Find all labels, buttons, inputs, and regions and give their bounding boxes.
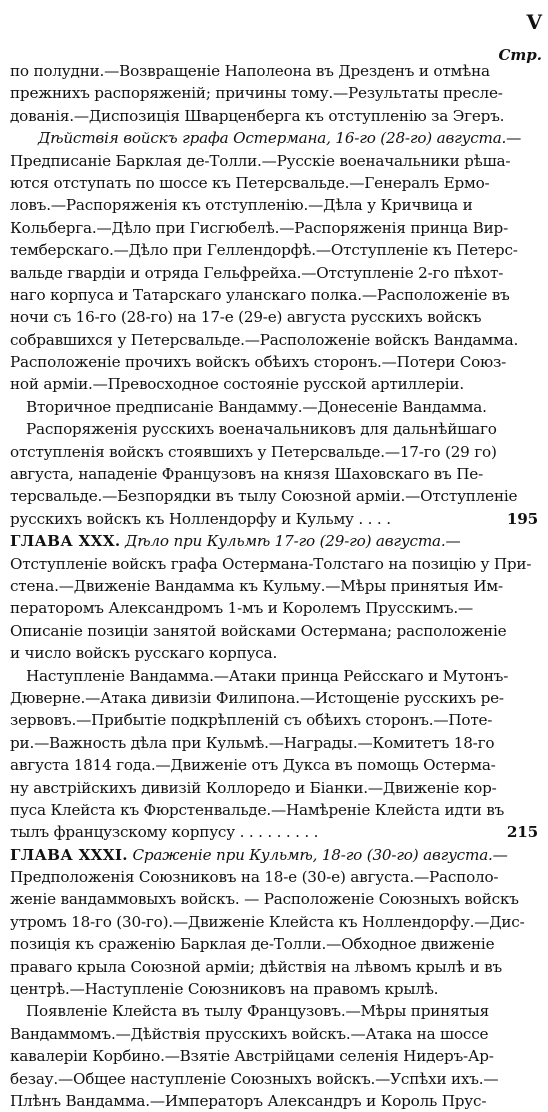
line-text: Расположеніе прочихъ войскъ обѣихъ сторонъ.—Потери Союз-: [10, 353, 507, 372]
page-number: V: [526, 10, 542, 34]
line-text: августа 1814 года.—Движеніе отъ Дукса въ помощь Остерма-: [10, 756, 496, 775]
text-line: [10, 172, 530, 194]
text-line: [10, 620, 530, 642]
line-text: Дюверне.—Атака дивизіи Филипона.—Истощеніе русскихъ ре-: [10, 688, 504, 707]
line-text: по полудни.—Возвращеніе Наполеона въ Дрезденъ и отмѣна: [10, 62, 490, 80]
text-line: [10, 687, 530, 709]
line-text: ператоромъ Александромъ 1-мъ и Королемъ Прусскимъ.—: [10, 599, 474, 618]
line-text: ри.—Важность дѣла при Кульмѣ.—Награды.—Комитетъ 18-го: [10, 733, 495, 752]
line-text: ются отступать по шоссе къ Петерсвальде.—Генералъ Ермо-: [10, 173, 490, 192]
line-text: зервовъ.—Прибытіе подкрѣпленій съ обѣихъ сторонъ.—Поте-: [10, 711, 493, 730]
text-line: [10, 933, 530, 955]
text-line: [10, 821, 538, 843]
line-text: темберскаго.—Дѣло при Геллендорфѣ.—Отступленіе къ Петерс-: [10, 241, 518, 260]
text-line: [10, 709, 530, 731]
line-text: Появленіе Клейста въ тылу Французовъ.—Мѣры принятыя: [26, 1002, 489, 1021]
line-text: стена.—Движеніе Вандамма къ Кульму.—Мѣры принятыя Им-: [10, 576, 503, 595]
line-text: Вторичное предписаніе Вандамму.—Донесеніе Вандамма.: [26, 397, 487, 416]
line-text: тылъ французскому корпусу . . . . . . . . .: [10, 823, 319, 842]
line-text: пуса Клейста къ Фюрстенвальде.—Намѣреніе Клейста идти въ: [10, 800, 505, 819]
text-line: [10, 956, 530, 978]
column-header: Стр.: [498, 46, 542, 64]
text-line: [10, 194, 530, 216]
text-line: [10, 60, 530, 82]
text-line: [10, 754, 530, 776]
line-text: Распоряженія русскихъ военачальниковъ для дальнѣйшаго: [26, 420, 497, 439]
text-line: [10, 978, 530, 1000]
text-line: [10, 82, 530, 104]
line-text: дованія.—Диспозиція Шварценберга къ отступленію за Эгеръ.: [10, 106, 505, 125]
line-text: ловъ.—Распоряженія къ отступленію.—Дѣла у Кричвица и: [10, 196, 473, 215]
chapter-label: ГЛАВА XXXI.: [10, 845, 128, 864]
text-line: [10, 127, 530, 149]
text-line: [10, 597, 530, 619]
page-reference: 215: [506, 823, 538, 842]
line-text: центрѣ.—Наступленіе Союзниковъ на правомъ крылѣ.: [10, 980, 439, 999]
text-line: [10, 217, 530, 239]
text-line: [10, 888, 530, 910]
line-text: Описаніе позиціи занятой войсками Остермана; расположеніе: [10, 621, 507, 640]
text-line: [10, 799, 530, 821]
line-text: отступленія войскъ стоявшихъ у Петерсвальде.—17-го (29 го): [10, 442, 497, 461]
table-of-contents-text: [10, 60, 538, 1112]
line-text: безау.—Общее наступленіе Союзныхъ войскъ.—Успѣхи ихъ.—: [10, 1069, 499, 1088]
text-line: [10, 441, 530, 463]
text-line: [10, 508, 538, 530]
text-line: [10, 1090, 530, 1112]
text-line: [10, 553, 530, 575]
line-text: Плѣнъ Вандамма.—Императоръ Александръ и Король Прус-: [10, 1091, 487, 1110]
line-text: августа, нападеніе Французовъ на князя Шаховскаго въ Пе-: [10, 465, 484, 484]
line-text: ночи съ 16-го (28-го) на 17-е (29-е) августа русскихъ войскъ: [10, 308, 482, 327]
line-text: и число войскъ русскаго корпуса.: [10, 644, 278, 663]
text-line: [10, 530, 530, 552]
text-line: [10, 373, 530, 395]
text-line: [10, 463, 530, 485]
line-text: наго корпуса и Татарскаго уланскаго полка.—Расположеніе въ: [10, 285, 510, 304]
text-line: [10, 262, 530, 284]
line-text: ной арміи.—Превосходное состояніе русской артиллеріи.: [10, 375, 464, 394]
text-line: [10, 105, 530, 127]
text-line: [10, 306, 530, 328]
text-line: [10, 575, 530, 597]
line-text: Вандаммомъ.—Дѣйствія прусскихъ войскъ.—Атака на шоссе: [10, 1024, 489, 1043]
chapter-label: ГЛАВА XXX.: [10, 532, 121, 551]
text-line: [10, 396, 530, 418]
line-text: кавалеріи Корбино.—Взятіе Австрійцами селенія Нидеръ-Ар-: [10, 1047, 494, 1066]
text-line: [10, 911, 530, 933]
text-line: [10, 777, 530, 799]
line-text: женіе вандаммовыхъ войскъ. — Расположеніе Союзныхъ войскъ: [10, 890, 519, 909]
text-line: [10, 732, 530, 754]
text-line: [10, 239, 530, 261]
line-text: Отступленіе войскъ графа Остермана-Толстаго на позицію у При-: [10, 554, 532, 573]
line-text: позиція къ сраженію Барклая де-Толли.—Обходное движеніе: [10, 935, 495, 954]
text-line: [10, 1045, 530, 1067]
line-text: Наступленіе Вандамма.—Атаки принца Рейсскаго и Мутонъ-: [26, 666, 509, 685]
text-line: [10, 642, 530, 664]
text-line: [10, 1023, 530, 1045]
text-line: [10, 150, 530, 172]
page-reference: 195: [506, 509, 538, 528]
line-text: вальде гвардіи и отряда Гельфрейха.—Отступленіе 2-го пѣхот-: [10, 263, 504, 282]
text-line: [10, 844, 530, 866]
line-text: русскихъ войскъ къ Ноллендорфу и Кульму . . . .: [10, 509, 391, 528]
text-line: [10, 1068, 530, 1090]
text-line: [10, 329, 530, 351]
text-line: [10, 418, 530, 440]
text-line: [10, 351, 530, 373]
chapter-title: Сраженіе при Кульмѣ, 18-го (30-го) августа.—: [127, 845, 508, 864]
line-text: терсвальде.—Безпорядки въ тылу Союзной арміи.—Отступленіе: [10, 487, 518, 506]
text-line: [10, 1000, 530, 1022]
line-text: ну австрійскихъ дивизій Коллоредо и Біанки.—Движеніе кор-: [10, 778, 497, 797]
text-line: [10, 866, 530, 888]
line-text: утромъ 18-го (30-го).—Движеніе Клейста къ Ноллендорфу.—Дис-: [10, 912, 525, 931]
line-text: Дѣйствія войскъ графа Остермана, 16-го (28-го) августа.—: [38, 129, 522, 148]
line-text: Предположенія Союзниковъ на 18-е (30-е) августа.—Располо-: [10, 868, 499, 887]
text-line: [10, 665, 530, 687]
text-line: [10, 485, 530, 507]
text-line: [10, 284, 530, 306]
line-text: Предписаніе Барклая де-Толли.—Русскіе военачальники рѣша-: [10, 151, 511, 170]
line-text: праваго крыла Союзной арміи; дѣйствія на лѣвомъ крылѣ и въ: [10, 957, 502, 976]
chapter-title: Дѣло при Кульмѣ 17-го (29-го) августа.—: [120, 532, 461, 551]
line-text: собравшихся у Петерсвальде.—Расположеніе войскъ Вандамма.: [10, 330, 519, 349]
line-text: Кольберга.—Дѣло при Гисгюбелѣ.—Распоряженія принца Вир-: [10, 218, 509, 237]
line-text: прежнихъ распоряженій; причины тому.—Результаты пресле-: [10, 84, 503, 103]
